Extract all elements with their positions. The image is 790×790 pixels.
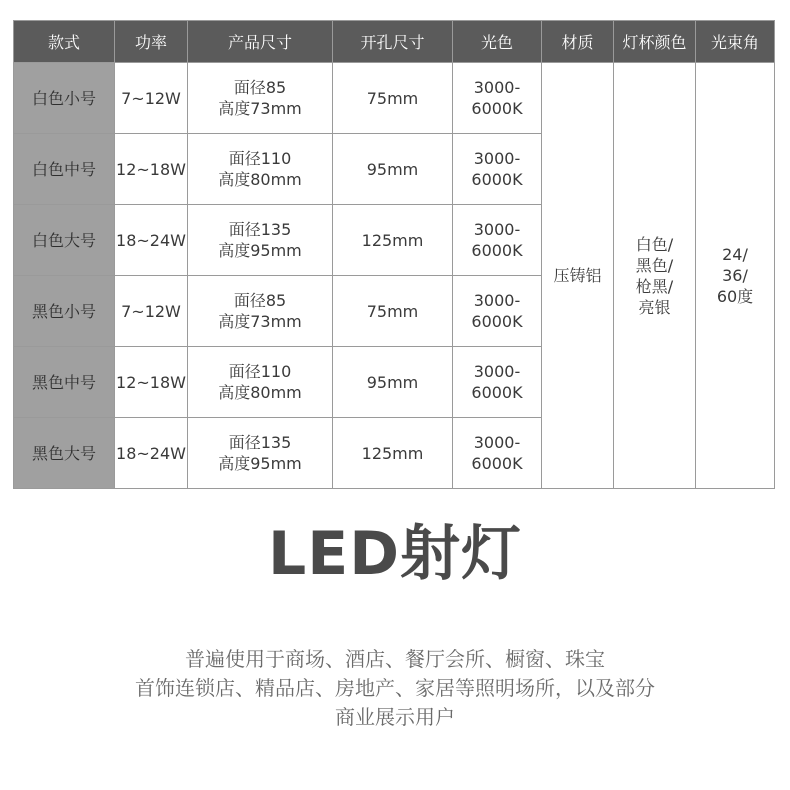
size-height: 高度95mm — [218, 241, 302, 260]
style-cell: 黑色小号 — [14, 276, 115, 347]
size-cell — [188, 205, 333, 276]
size-height: 高度95mm — [218, 454, 302, 473]
style-cell: 黑色大号 — [14, 418, 115, 489]
style-cell: 白色大号 — [14, 205, 115, 276]
header-color-temp: 光色 — [453, 21, 542, 63]
beam-angle-item: 24/ — [722, 245, 748, 264]
cup-color-item: 白色/ — [635, 234, 674, 254]
cup-color-item: 枪黑/ — [635, 276, 674, 296]
color-temp-low: 3000- — [473, 78, 521, 97]
product-description — [40, 645, 750, 732]
size-diameter: 面径135 — [228, 433, 292, 452]
color-temp-cell — [453, 347, 542, 418]
header-size: 产品尺寸 — [188, 21, 333, 63]
table-row — [14, 63, 775, 134]
color-temp-high: 6000K — [471, 99, 523, 118]
cutout-cell: 95mm — [333, 134, 453, 205]
size-diameter: 面径110 — [228, 149, 292, 168]
power-cell: 18~24W — [115, 418, 188, 489]
beam-angle-cell — [696, 63, 775, 489]
cutout-cell: 75mm — [333, 63, 453, 134]
description-line: 首饰连锁店、精品店、房地产、家居等照明场所，以及部分 — [135, 676, 655, 700]
power-cell: 12~18W — [115, 347, 188, 418]
color-temp-high: 6000K — [471, 241, 523, 260]
size-cell — [188, 134, 333, 205]
header-power: 功率 — [115, 21, 188, 63]
header-beam-angle: 光束角 — [696, 21, 775, 63]
size-height: 高度80mm — [218, 170, 302, 189]
header-material: 材质 — [542, 21, 614, 63]
description-line: 商业展示用户 — [335, 705, 455, 729]
color-temp-low: 3000- — [473, 291, 521, 310]
style-cell: 白色小号 — [14, 63, 115, 134]
size-height: 高度73mm — [218, 99, 302, 118]
color-temp-cell — [453, 63, 542, 134]
color-temp-low: 3000- — [473, 362, 521, 381]
power-cell: 12~18W — [115, 134, 188, 205]
description-line: 普遍使用于商场、酒店、餐厅会所、橱窗、珠宝 — [185, 647, 605, 671]
power-cell: 18~24W — [115, 205, 188, 276]
table-header-row — [14, 21, 775, 63]
size-cell — [188, 347, 333, 418]
size-diameter: 面径85 — [233, 291, 287, 310]
cup-color-item: 亮银 — [638, 297, 671, 317]
header-cup-color: 灯杯颜色 — [614, 21, 696, 63]
size-height: 高度80mm — [218, 383, 302, 402]
beam-angle-item: 60度 — [716, 287, 754, 306]
spec-table — [13, 20, 775, 489]
color-temp-high: 6000K — [471, 312, 523, 331]
beam-angle-item: 36/ — [722, 266, 748, 285]
color-temp-cell — [453, 134, 542, 205]
color-temp-low: 3000- — [473, 149, 521, 168]
size-diameter: 面径85 — [233, 78, 287, 97]
style-cell: 白色中号 — [14, 134, 115, 205]
color-temp-low: 3000- — [473, 220, 521, 239]
header-style: 款式 — [14, 21, 115, 63]
cup-color-cell — [614, 63, 696, 489]
style-cell: 黑色中号 — [14, 347, 115, 418]
color-temp-cell — [453, 418, 542, 489]
color-temp-low: 3000- — [473, 433, 521, 452]
material-cell: 压铸铝 — [542, 63, 614, 489]
size-cell — [188, 276, 333, 347]
size-cell — [188, 418, 333, 489]
power-cell: 7~12W — [115, 276, 188, 347]
color-temp-high: 6000K — [471, 454, 523, 473]
cutout-cell: 125mm — [333, 418, 453, 489]
size-diameter: 面径110 — [228, 362, 292, 381]
size-diameter: 面径135 — [228, 220, 292, 239]
color-temp-cell — [453, 276, 542, 347]
size-cell — [188, 63, 333, 134]
cutout-cell: 75mm — [333, 276, 453, 347]
cup-color-item: 黑色/ — [635, 255, 674, 275]
color-temp-cell — [453, 205, 542, 276]
power-cell: 7~12W — [115, 63, 188, 134]
product-title: LED射灯 — [267, 519, 523, 589]
header-cutout: 开孔尺寸 — [333, 21, 453, 63]
size-height: 高度73mm — [218, 312, 302, 331]
cutout-cell: 95mm — [333, 347, 453, 418]
color-temp-high: 6000K — [471, 383, 523, 402]
cutout-cell: 125mm — [333, 205, 453, 276]
color-temp-high: 6000K — [471, 170, 523, 189]
